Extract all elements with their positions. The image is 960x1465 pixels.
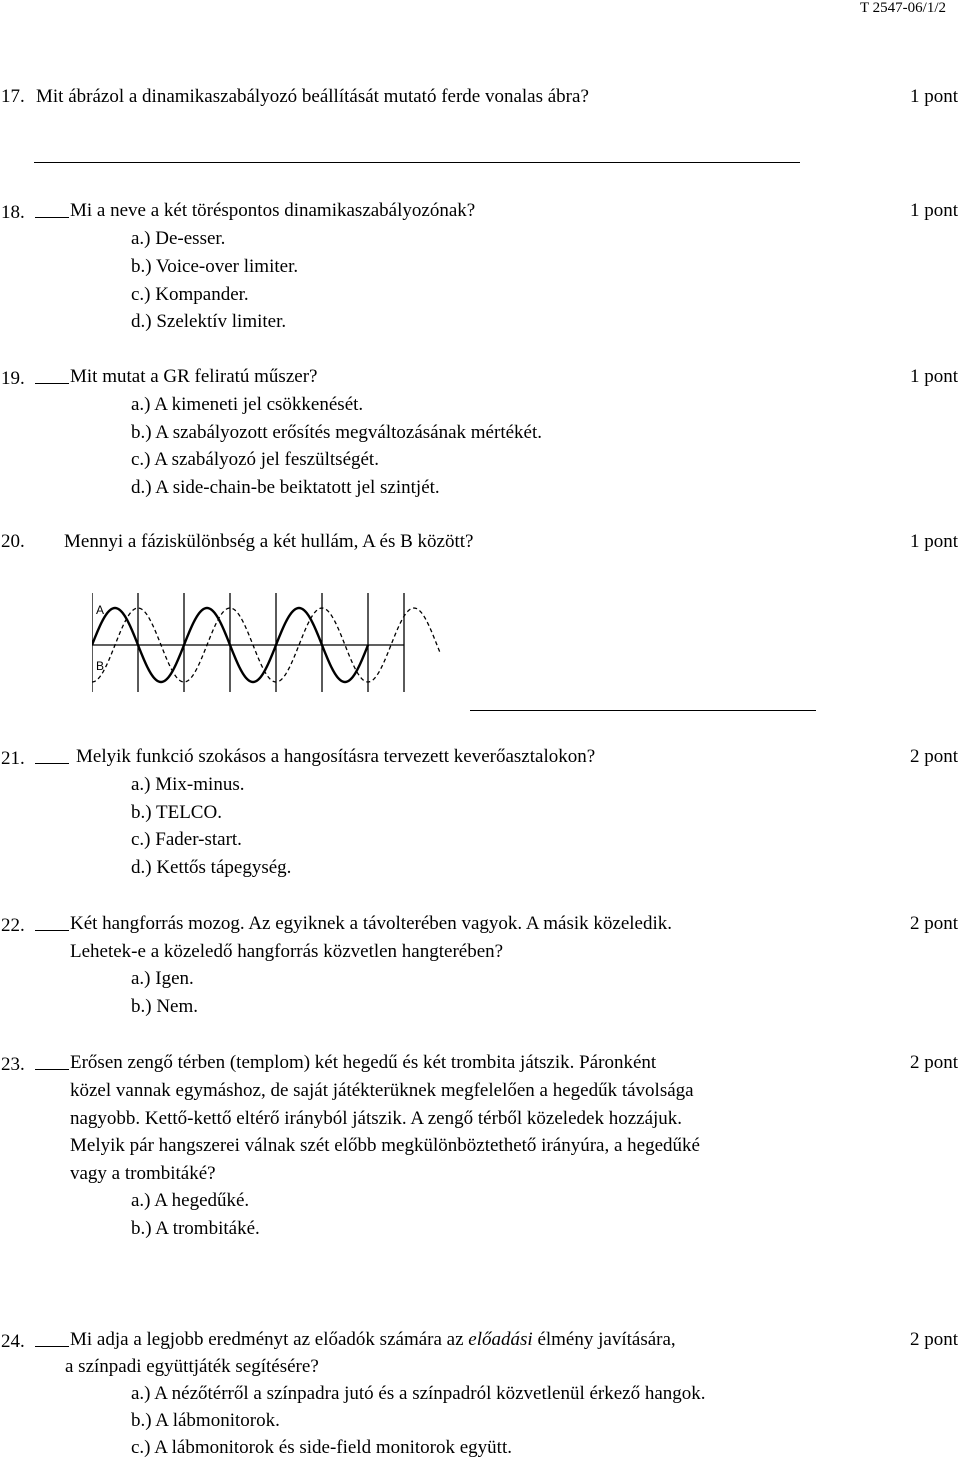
question-points: 2 pont	[909, 1329, 958, 1350]
question-number: 24.	[1, 1331, 25, 1352]
question-points: 1 pont	[909, 531, 958, 552]
option-b: b.) Voice-over limiter.	[131, 256, 299, 277]
question-text-line-2: a színpadi együttjáték segítésére?	[65, 1356, 319, 1377]
question-text	[70, 1329, 676, 1351]
document-code: T 2547-06/1/2	[860, 0, 946, 16]
question-text-line-2: közel vannak egymáshoz, de saját játékterüknek megfelelően a hegedűk távolsága	[70, 1080, 694, 1101]
question-text-line-4: Melyik pár hangszerei válnak szét előbb megkülönböztethető irányúra, a hegedűké	[70, 1135, 700, 1156]
option-b: b.) A szabályozott erősítés megváltozásának mértékét.	[131, 422, 542, 443]
question-text-part: Mi adja a legjobb eredményt az előadók számára az	[70, 1329, 469, 1350]
option-b: b.) A lábmonitorok.	[131, 1410, 280, 1431]
question-text: Melyik funkció szokásos a hangosításra tervezett keverőasztalokon?	[76, 746, 596, 767]
question-points: 1 pont	[909, 200, 958, 221]
question-number: 17.	[1, 86, 25, 107]
question-text-line-1: Két hangforrás mozog. Az egyiknek a távolterében vagyok. A másik közeledik.	[70, 913, 673, 934]
question-text-emphasis: előadási	[468, 1329, 533, 1350]
option-d: d.) Szelektív limiter.	[131, 311, 287, 332]
option-b: b.) TELCO.	[131, 802, 222, 823]
option-d: d.) Kettős tápegység.	[131, 857, 292, 878]
answer-line[interactable]	[470, 709, 816, 711]
answer-blank[interactable]	[35, 913, 69, 931]
option-a: a.) A nézőtérről a színpadra jutó és a színpadról közvetlenül érkező hangok.	[131, 1383, 706, 1404]
question-points: 1 pont	[909, 366, 958, 387]
question-number: 18.	[1, 202, 25, 223]
question-text: Mennyi a fáziskülönbség a két hullám, A és B között?	[64, 531, 474, 552]
question-points: 1 pont	[909, 86, 958, 107]
option-c: c.) A szabályozó jel feszültségét.	[131, 449, 379, 470]
option-a: a.) A kimeneti jel csökkenését.	[131, 394, 364, 415]
question-number: 21.	[1, 748, 25, 769]
answer-blank[interactable]	[35, 746, 69, 764]
question-text: Mi a neve a két töréspontos dinamikaszabályozónak?	[70, 200, 476, 221]
question-text: Mit ábrázol a dinamikaszabályozó beállítását mutató ferde vonalas ábra?	[36, 86, 589, 107]
question-text: Mit mutat a GR feliratú műszer?	[70, 366, 318, 387]
question-number: 20.	[1, 531, 25, 552]
option-a: a.) Mix-minus.	[131, 774, 245, 795]
question-number: 19.	[1, 368, 25, 389]
question-points: 2 pont	[909, 913, 958, 934]
answer-blank[interactable]	[35, 200, 69, 218]
answer-blank[interactable]	[35, 1052, 69, 1070]
option-a: a.) A hegedűké.	[131, 1190, 250, 1211]
question-points: 2 pont	[909, 746, 958, 767]
wave-b-label: B	[96, 659, 105, 673]
question-text-line-3: nagyobb. Kettő-kettő eltérő irányból játszik. A zengő térből közeledek hozzájuk.	[70, 1108, 683, 1129]
option-a: a.) De-esser.	[131, 228, 226, 249]
question-text-line-2: Lehetek-e a közeledő hangforrás közvetlen hangterében?	[70, 941, 504, 962]
question-number: 23.	[1, 1054, 25, 1075]
option-c: c.) Fader-start.	[131, 829, 242, 850]
vertical-grid-lines	[92, 593, 404, 692]
phase-waveform-figure	[92, 590, 452, 700]
option-c: c.) A lábmonitorok és side-field monitorok együtt.	[131, 1437, 512, 1458]
question-number: 22.	[1, 915, 25, 936]
option-b: b.) A trombitáké.	[131, 1218, 260, 1239]
answer-blank[interactable]	[35, 1329, 69, 1347]
question-text-line-5: vagy a trombitáké?	[70, 1163, 216, 1184]
wave-a-label: A	[96, 603, 105, 617]
option-c: c.) Kompander.	[131, 284, 249, 305]
option-a: a.) Igen.	[131, 968, 194, 989]
answer-line[interactable]	[34, 161, 800, 163]
question-points: 2 pont	[909, 1052, 958, 1073]
answer-blank[interactable]	[35, 366, 69, 384]
option-d: d.) A side-chain-be beiktatott jel szintjét.	[131, 477, 440, 498]
question-text-part: élmény javítására,	[532, 1329, 676, 1350]
option-b: b.) Nem.	[131, 996, 199, 1017]
question-text-line-1: Erősen zengő térben (templom) két hegedű és két trombita játszik. Páronként	[70, 1052, 657, 1073]
